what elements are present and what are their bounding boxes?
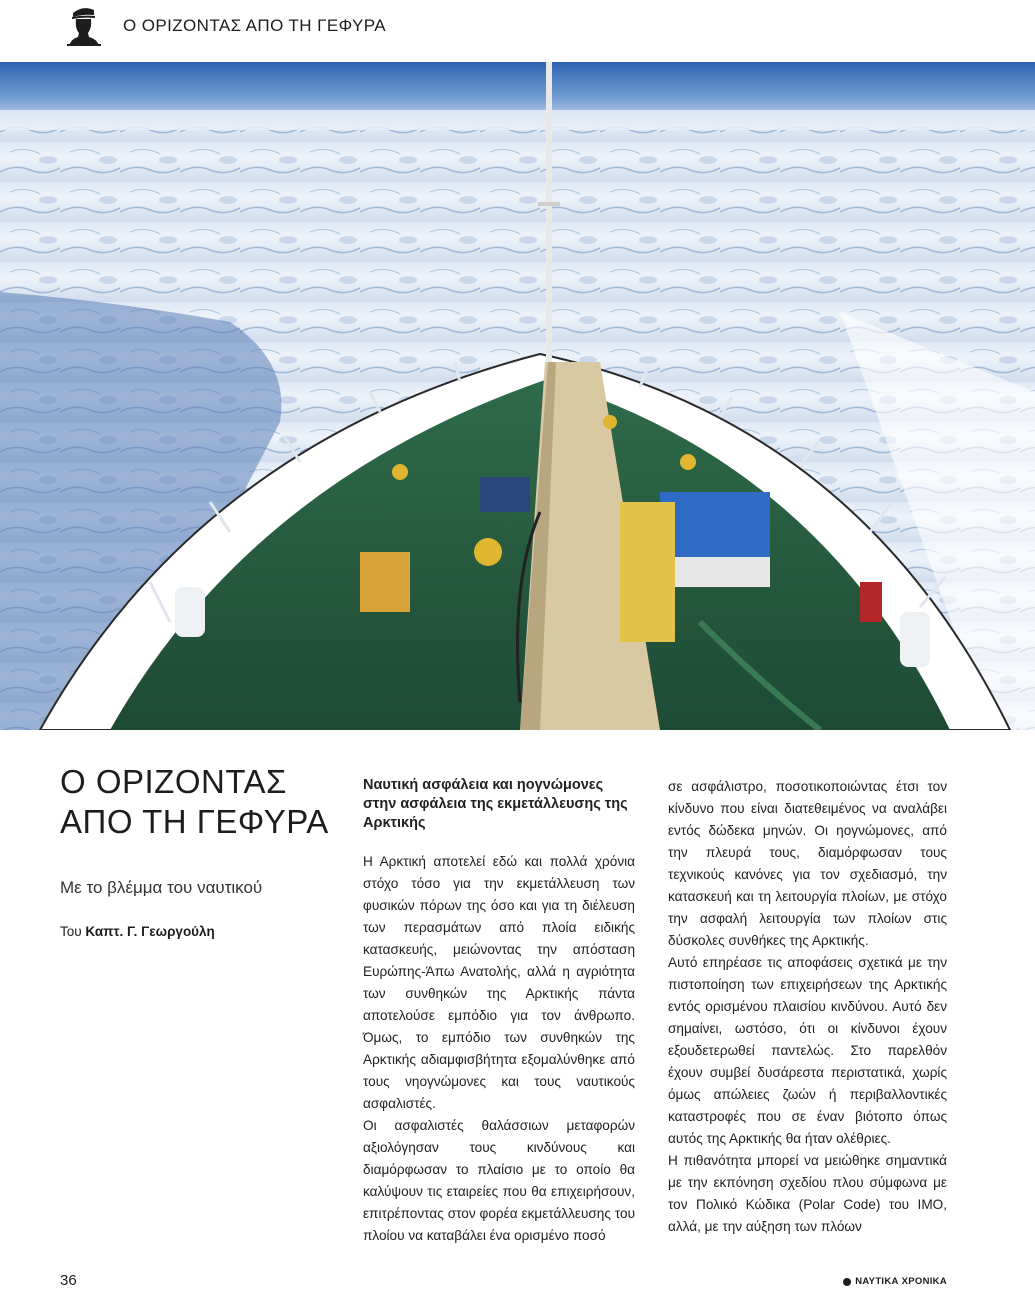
section-title: Ο ΟΡΙΖΟΝΤΑΣ ΑΠΟ ΤΗ ΓΕΦΥΡΑ <box>123 16 386 35</box>
footer-brand <box>843 1276 947 1287</box>
byline <box>60 924 215 939</box>
paragraph: Η πιθανότητα μπορεί να μειώθηκε σημαντικά με την εκπόνηση σχεδίου πλου σύμφωνα με τον Πολικό Κώδικα (Polar Code) του ΙΜΟ, αλλά, με την αύξηση των πλόων <box>668 1153 947 1234</box>
page-number: 36 <box>60 1272 77 1289</box>
brand-name: ΝΑΥΤΙΚΑ ΧΡΟΝΙΚΑ <box>855 1276 947 1287</box>
page-header <box>0 0 1035 60</box>
text-column-1 <box>363 776 635 1247</box>
paragraph: Η Αρκτική αποτελεί εδώ και πολλά χρόνια στόχο τόσο για την εκμετάλλευση των φυσικών πόρων της όσο και για τη διέλευση των περασμάτων από πλοία ειδικής κατασκευής, μειώνοντας την απόσταση Ευρώπης-Άπω Ανατολής, αλλά η αγριότητα των συνθηκών της Αρκτικής πάντα αποτελούσε εμπόδιο για τον άνθρωπο. Όμως, το εμπόδιο των συνθηκών της Αρκτικής αδιαμφισβήτητα εξομαλύνθηκε από τους νηογνώμονες και τους ναυτικούς ασφαλιστές. <box>363 854 635 1111</box>
icebreaker-ship-bow-photo <box>0 62 1035 730</box>
paragraph: σε ασφάλιστρο, ποσοτικοποιώντας έτσι τον κίνδυνο που είναι διατεθειμένος να αναλάβει εντός δώδεκα μηνών. Οι ηογνώμονες, από την πλευρά τους, διαμόρφωσαν τους τεχνικούς κανόνες για τον σχεδιασμό, την κατασκευή και τη λειτουργία πλοίων, με στόχο την ασφαλή λειτουργία των πλοίων στις δύσκολες συνθήκες της Αρκτικής. <box>668 779 947 948</box>
paragraph: Οι ασφαλιστές θαλάσσιων μεταφορών αξιολόγησαν τους κινδύνους και διαμόρφωσαν το πλαίσιο με το οποίο θα καλύψουν τις εταιρείες που θα επιχειρήσουν, επιτρέποντας στον φορέα εκμετάλλευσης του πλοίου να καταβάλει ένα ορισμένο ποσό <box>363 1118 635 1243</box>
captain-silhouette-icon <box>63 4 103 46</box>
author-name: Καπτ. Γ. Γεωργούλη <box>85 924 215 939</box>
hero-image <box>0 62 1035 730</box>
paragraph: Αυτό επηρέασε τις αποφάσεις σχετικά με την πιστοποίηση των επιχειρήσεων της Αρκτικής εντός ορισμένου πλαισίου κινδύνου. Αυτό δεν σημαίνει, ωστόσο, ότι οι κίνδυνοι έχουν εξουδετερωθεί παντελώς. Στο παρελθόν έχουν συμβεί δυσάρεστα περιστατικά, χωρίς όμως απώλειες ζωών ή περιβαλλοντικές καταστροφές που σε έναν βιότοπο όπως αυτός της Αρκτικής θα ήταν ολέθριες. <box>668 955 947 1146</box>
article-section-heading: Ναυτική ασφάλεια και ηογνώμονες στην ασφάλεια της εκμετάλλευσης της Αρκτικής <box>363 777 628 831</box>
brand-dot-icon <box>843 1278 851 1286</box>
text-column-2 <box>668 776 947 1238</box>
article-subtitle: Με το βλέμμα του ναυτικού <box>60 878 263 897</box>
article-title: Ο ΟΡΙΖΟΝΤΑΣ ΑΠΟ ΤΗ ΓΕΦΥΡΑ <box>60 763 329 840</box>
byline-prefix: Του <box>60 924 82 939</box>
